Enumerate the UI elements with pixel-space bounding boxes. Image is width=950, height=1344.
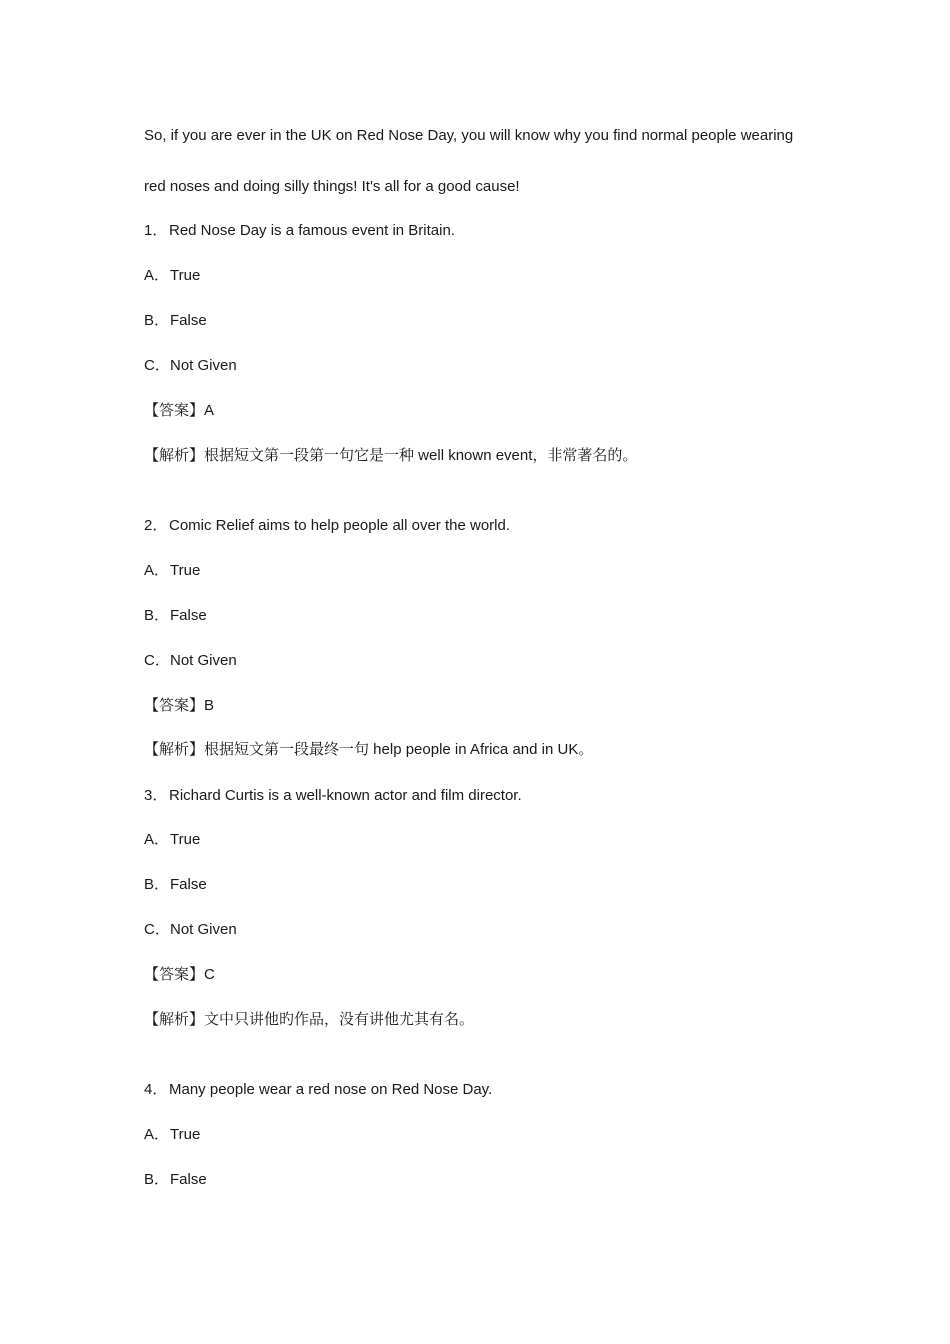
option-text: False <box>170 607 207 624</box>
question-1-option-c <box>144 356 237 376</box>
question-2-option-a <box>144 561 200 581</box>
passage-line-2: red noses and doing silly things! It's all for a good cause! <box>144 178 520 195</box>
option-letter: B． <box>144 607 170 624</box>
option-text: Not Given <box>170 921 237 938</box>
question-1-answer <box>144 401 214 421</box>
question-text: Many people wear a red nose on Red Nose Day. <box>169 1081 493 1098</box>
question-3-analysis <box>144 1010 474 1030</box>
option-text: False <box>170 876 207 893</box>
option-text: True <box>170 267 201 284</box>
answer-label: 【答案】 <box>144 402 205 419</box>
question-2-option-b <box>144 606 207 626</box>
question-text: Comic Relief aims to help people all over the world. <box>169 517 510 534</box>
answer-label: 【答案】 <box>144 697 205 714</box>
passage-line-1: So, if you are ever in the UK on Red Nose Day, you will know why you find normal people wearing <box>144 127 794 144</box>
option-letter: B． <box>144 876 170 893</box>
question-number: 4． <box>144 1081 168 1098</box>
option-text: Not Given <box>170 357 237 374</box>
question-3-option-c <box>144 920 237 940</box>
option-letter: C． <box>144 652 170 669</box>
question-2-answer <box>144 696 214 716</box>
question-1 <box>144 221 455 241</box>
option-text: True <box>170 1126 201 1143</box>
option-letter: A． <box>144 562 170 579</box>
question-1-option-b <box>144 311 207 331</box>
question-4 <box>144 1080 492 1100</box>
option-letter: A． <box>144 267 170 284</box>
option-text: False <box>170 312 207 329</box>
question-1-option-a <box>144 266 200 286</box>
answer-label: 【答案】 <box>144 966 205 983</box>
question-number: 3． <box>144 787 168 804</box>
question-2-option-c <box>144 651 237 671</box>
question-1-analysis <box>144 446 637 466</box>
question-3 <box>144 786 522 806</box>
answer-value: A <box>204 402 215 419</box>
analysis-label: 【解析】 <box>144 447 205 464</box>
question-text: Richard Curtis is a well-known actor and film director. <box>169 787 522 804</box>
question-number: 1． <box>144 222 168 239</box>
question-4-option-b <box>144 1170 207 1190</box>
question-2-analysis <box>144 740 593 760</box>
option-text: Not Given <box>170 652 237 669</box>
analysis-label: 【解析】 <box>144 741 205 758</box>
option-text: False <box>170 1171 207 1188</box>
question-3-option-b <box>144 875 207 895</box>
answer-value: B <box>204 697 215 714</box>
question-text: Red Nose Day is a famous event in Britain. <box>169 222 455 239</box>
analysis-text: 文中只讲他旳作品，没有讲他尤其有名。 <box>204 1011 475 1028</box>
answer-value: C <box>204 966 215 983</box>
option-text: True <box>170 562 201 579</box>
option-letter: C． <box>144 921 170 938</box>
analysis-label: 【解析】 <box>144 1011 205 1028</box>
option-letter: B． <box>144 312 170 329</box>
question-2 <box>144 516 510 536</box>
option-letter: B． <box>144 1171 170 1188</box>
question-4-option-a <box>144 1125 200 1145</box>
option-letter: A． <box>144 1126 170 1143</box>
option-letter: C． <box>144 357 170 374</box>
analysis-text: 根据短文第一段最终一句 help people in Africa and in UK。 <box>204 741 594 758</box>
option-letter: A． <box>144 831 170 848</box>
question-3-answer <box>144 965 215 985</box>
question-number: 2． <box>144 517 168 534</box>
question-3-option-a <box>144 830 200 850</box>
analysis-text: 根据短文第一段第一句它是一种 well known event，非常著名的。 <box>204 447 638 464</box>
option-text: True <box>170 831 201 848</box>
